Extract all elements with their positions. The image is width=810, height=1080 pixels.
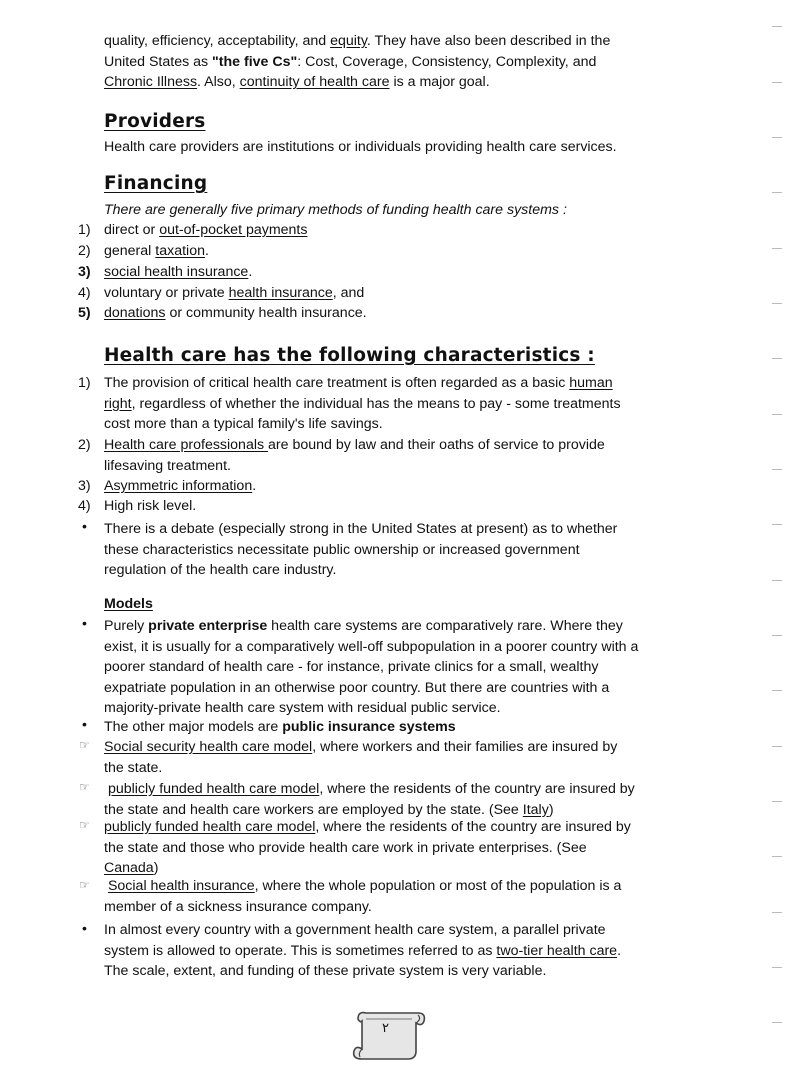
private-enterprise-paragraph: Purely private enterprise health care systems are comparatively rare. Where they exist, it is usually for a comparatively well-off subpopulation in a poorer country with a poorer standard of health care - for instance, private clinics for a small, wealthy expatriate population in an otherwise poor country. But there are countries with a majority-private health care system with residual public service. [104,618,639,716]
providers-heading: Providers [104,111,206,132]
models-heading: Models [104,596,153,612]
scan-mark [772,746,782,747]
scan-mark [772,524,782,525]
link-publicly-funded-health-care-model[interactable]: publicly funded health care model [107,781,320,797]
scan-mark [772,967,782,968]
financing-lead: There are generally five primary methods of funding health care systems : [104,202,567,218]
link-asymmetric-information[interactable]: Asymmetric information [104,478,253,494]
scan-mark [772,912,782,913]
scan-mark [772,469,782,470]
scan-mark [772,635,782,636]
link-publicly-funded-health-care-model[interactable]: publicly funded health care model [104,819,316,835]
link-canada[interactable]: Canada [104,860,154,876]
providers-text: Health care providers are institutions or individuals providing health care services. [104,139,617,155]
public-insurance-paragraph: The other major models are public insurance systems [104,719,456,735]
intro-paragraph: quality, efficiency, acceptability, and equity. They have also been described in the United States as "the five Cs": Cost, Coverage, Consistency, Complexity, and Chronic Illness. Also, continuity of health care is a major goal. [104,33,611,90]
scan-mark [772,690,782,691]
bullet: • [82,616,87,632]
link-continuity-of-health-care[interactable]: continuity of health care [239,74,390,90]
scan-mark [772,137,782,138]
link-italy[interactable]: Italy [522,801,549,818]
financing-heading: Financing [104,173,208,194]
bullet: • [82,717,87,733]
scan-mark [772,303,782,304]
model-item: publicly funded health care model, where the residents of the country are insured by the state and those who provide health care work in private enterprises. (See Canada) [104,819,631,876]
scan-mark [772,192,782,193]
link-health-insurance[interactable]: health insurance [228,285,333,301]
bullet: • [82,921,87,937]
link-health-care-professionals[interactable]: Health care professionals [104,437,269,453]
scan-mark [772,26,782,27]
link-donations[interactable]: donations [104,305,166,321]
link-chronic-illness[interactable]: Chronic Illness [104,74,198,90]
page-number: ٢ [382,1021,389,1036]
model-item: publicly funded health care model, where the residents of the country are insured by the state and health care workers are employed by the state. (See Italy) [104,781,635,818]
two-tier-paragraph: In almost every country with a government health care system, a parallel private system is allowed to operate. This is sometimes referred to as two-tier health care. The scale, extent, and funding of these private system is very variable. [104,922,622,979]
link-social-security-health-care-model[interactable]: Social security health care model [104,739,313,755]
link-human-right[interactable]: human [569,375,613,391]
page-number-scroll [348,1007,428,1067]
pointing-hand-icon: ☞ [79,738,90,752]
pointing-hand-icon: ☞ [79,818,90,832]
model-item: Social security health care model, where workers and their families are insured by the state. [104,739,618,776]
link-social-health-insurance[interactable]: social health insurance [104,264,249,280]
scan-mark [772,82,782,83]
characteristics-heading: Health care has the following characteristics : [104,345,595,366]
pointing-hand-icon: ☞ [79,878,90,892]
debate-paragraph: There is a debate (especially strong in the United States at present) as to whether these characteristics necessitate public ownership or increased government regulation of the health care industry. [104,521,618,578]
scan-mark [772,580,782,581]
bullet: • [82,519,87,535]
link-two-tier-health-care[interactable]: two-tier health care [496,942,618,959]
link-out-of-pocket-payments[interactable]: out-of-pocket payments [159,222,308,238]
link-taxation[interactable]: taxation [155,243,205,259]
scan-mark [772,856,782,857]
scan-mark [772,358,782,359]
scan-mark [772,1022,782,1023]
scan-mark [772,414,782,415]
link-social-health-insurance[interactable]: Social health insurance [107,878,255,894]
scan-mark [772,248,782,249]
link-equity[interactable]: equity [330,33,367,49]
scan-mark [772,801,782,802]
pointing-hand-icon: ☞ [79,780,90,794]
model-item: Social health insurance, where the whole population or most of the population is a member of a sickness insurance company. [104,878,622,915]
link-right[interactable]: right [104,395,132,412]
